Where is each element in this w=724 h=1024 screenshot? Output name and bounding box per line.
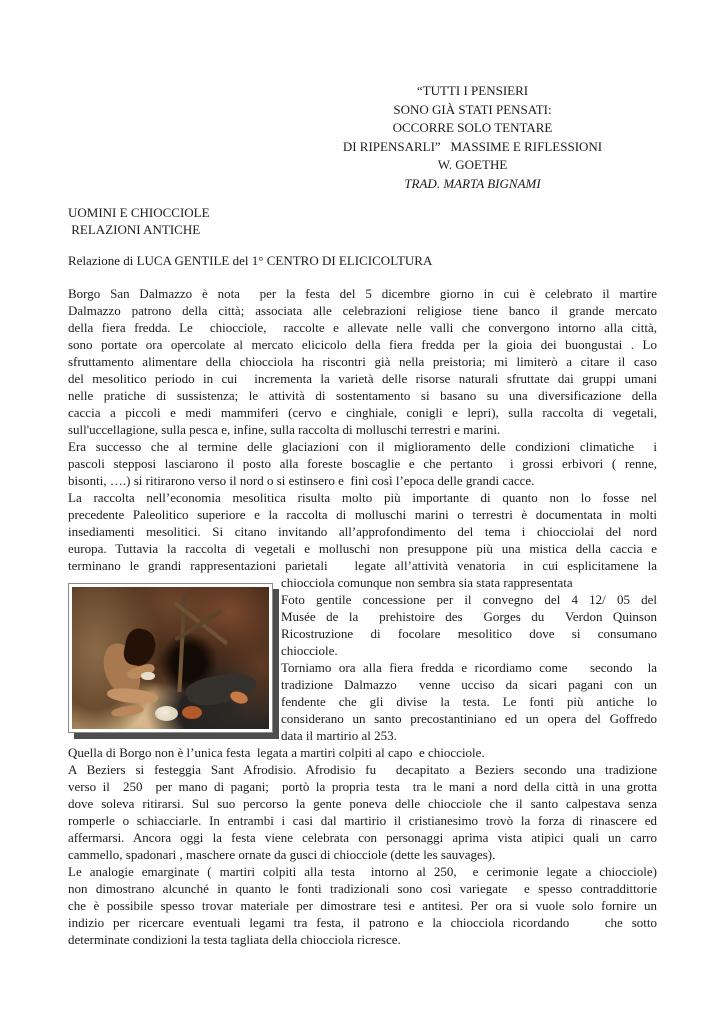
epigraph-quote (288, 82, 657, 194)
cave-scene (72, 587, 269, 729)
body-section-bottom (68, 744, 657, 948)
text-line: fendente che gli divise la testa. Le fonti più antiche lo (281, 693, 657, 709)
text-line: cammello, spadonari , maschere ornate da gusci di chiocciole (dette les sauvages). (68, 846, 496, 862)
document-title (68, 204, 657, 238)
figure-legs (107, 686, 159, 705)
text-line: sono portate ora opercolate al mercato elicicolo della fiera fredda per la gioia dei buongustai . Lo (68, 336, 657, 352)
text-line: indizio per ricercare eventuali legami tra festa, il patrono e la chiocciola ricordando che sotto (68, 914, 657, 930)
text-line: affermarsi. Ancora oggi la festa viene celebrata con personaggi aprima vista atipici quali un carro (68, 829, 657, 845)
body-section-top (68, 285, 657, 574)
text-line: La raccolta nell’economia mesolitica risulta molto più importante di quanto non lo fosse nel (68, 489, 657, 505)
text-line: romperle o schiacciarle. In entrambi i casi dal martirio il cristianesimo trovò la forza di rinascere ed (68, 812, 657, 828)
orange-stone (182, 706, 202, 719)
text-line: data il martirio al 253. (281, 727, 397, 743)
text-line: tradizione Dalmazzo venne ucciso da sicari pagani con un (281, 676, 657, 692)
paragraph (68, 863, 657, 948)
text-line: Torniamo ora alla fiera fredda e ricordiamo come secondo la (281, 659, 657, 675)
text-line: dove soleva ritirarsi. Sul suo percorso la gente poneva delle chiocciole che il santo calpestava senza (68, 795, 657, 811)
text-line: della fiera fredda. Le chiocciole, raccolte e allevate nelle valli che convergono intorno alla città, (68, 319, 657, 335)
text-line: nelle pratiche di sussistenza; le attività di sostentamento si basano su una diversificazione della (68, 387, 657, 403)
prehistoric-scene-photo (68, 583, 273, 733)
text-line: che è possibile spesso trovar materiale per dimostrare tesi e antitesi. Per ora si vuole solo fornire un (68, 897, 657, 913)
photo-wrap-section (68, 574, 657, 744)
text-line: chiocciole. (281, 642, 338, 658)
text-line: W. GOETHE (437, 157, 508, 173)
text-line: caccia a piccoli e medi mammiferi (cervo e cinghiale, conigli e lepri), sulla raccolta di vegetali, (68, 404, 657, 420)
text-line: Era successo che al termine delle glaciazioni con il miglioramento delle condizioni climatiche i (68, 438, 657, 454)
paragraph (68, 744, 657, 761)
text-line: OCCORRE SOLO TENTARE (392, 120, 553, 136)
text-line: terminano le grandi rappresentazioni parietali legate all’attività venatoria in cui esplicitamene la (68, 557, 657, 573)
text-line: chiocciola comunque non sembra sia stata rappresentata (281, 574, 573, 590)
figure-foot (111, 704, 146, 719)
paragraph (68, 438, 657, 489)
text-line: determinate condizioni la testa tagliata della chiocciola ricresce. (68, 931, 401, 947)
text-line: considerano un santo precostantiniano ed un opera del Goffredo (281, 710, 657, 726)
text-line: del mesolitico periodo in cui incrementa la varietà delle risorse naturali sfruttate dai gruppi umani (68, 370, 657, 386)
text-line: bisonti, ….) si ritirarono verso il nord o si estinsero e finì così l’epoca delle grandi cacce. (68, 472, 535, 488)
text-line: SONO GIÀ STATI PENSATI: (393, 101, 552, 117)
text-line: sfruttamento alimentare della chiocciola ha riscontri già nella preistoria; mi limiterò a citare il caso (68, 353, 657, 369)
text-line: A Beziers si festeggia Sant Afrodisio. Afrodisio fu decapitato a Beziers secondo una tradizione (68, 761, 657, 777)
paragraph (68, 761, 657, 863)
paragraph (68, 489, 657, 574)
text-line: non dimostrano alcunché in quanto le fonti tradizionali sono così variegate e spesso contraddittorie (68, 880, 657, 896)
text-line: RELAZIONI ANTICHE (68, 221, 201, 237)
text-line: Quella di Borgo non è l’unica festa legata a martiri colpiti al capo e chiocciole. (68, 744, 485, 760)
epigraph-lines (288, 82, 657, 175)
text-line: insediamenti mesolitici. Si citano invitando all’approfondimento del tema i chiocciolai del nord (68, 523, 657, 539)
text-line: sull'uccellagione, sulla pesca e, infine, sulla raccolta di molluschi terrestri e marini. (68, 421, 501, 437)
paragraph (68, 285, 657, 438)
text-line: europa. Tuttavia la raccolta di vegetali e molluschi non presuppone più una mistica della caccia e (68, 540, 657, 556)
text-line: verso il 250 per mano di pagani; portò la propria testa tra le mani a nord della città in una grotta (68, 778, 657, 794)
text-line: Foto gentile concessione per il convegno del 4 12/ 05 del (281, 591, 657, 607)
text-line: precedente Paleolitico superiore e la raccolta di molluschi marini o terrestri è documentata in molti (68, 506, 657, 522)
text-line: DI RIPENSARLI” MASSIME E RIFLESSIONI (342, 138, 603, 154)
byline: Relazione di LUCA GENTILE del 1° CENTRO DI ELICICOLTURA (68, 252, 433, 268)
text-line: Dalmazzo patrono della città; associata alle celebrazioni religiose tiene banco il grande mercato (68, 302, 657, 318)
text-line: UOMINI E CHIOCCIOLE (68, 204, 210, 220)
epigraph-translator: TRAD. MARTA BIGNAMI (404, 175, 541, 191)
text-line: Borgo San Dalmazzo è nota per la festa del 5 dicembre giorno in cui è celebrato il martire (68, 285, 657, 301)
title-lines (68, 204, 657, 238)
text-line: pascoli stepposi lasciarono il posto alla foreste boscaglie e che pertanto i grossi erbivori ( renne, (68, 455, 657, 471)
text-line: Ricostruzione di focolare mesolitico dove si consumano (281, 625, 657, 641)
text-line: “TUTTI I PENSIERI (416, 83, 529, 98)
text-line: Le analogie emarginate ( martiri colpiti alla testa intorno al 250, e cerimonie legate a chiocciole) (68, 863, 657, 879)
text-line: Musée de la prehistoire des Gorges du Verdon Quinson (281, 608, 657, 624)
figure-hair (122, 626, 159, 668)
snail-shell (141, 672, 155, 681)
snail-shell (155, 706, 179, 722)
